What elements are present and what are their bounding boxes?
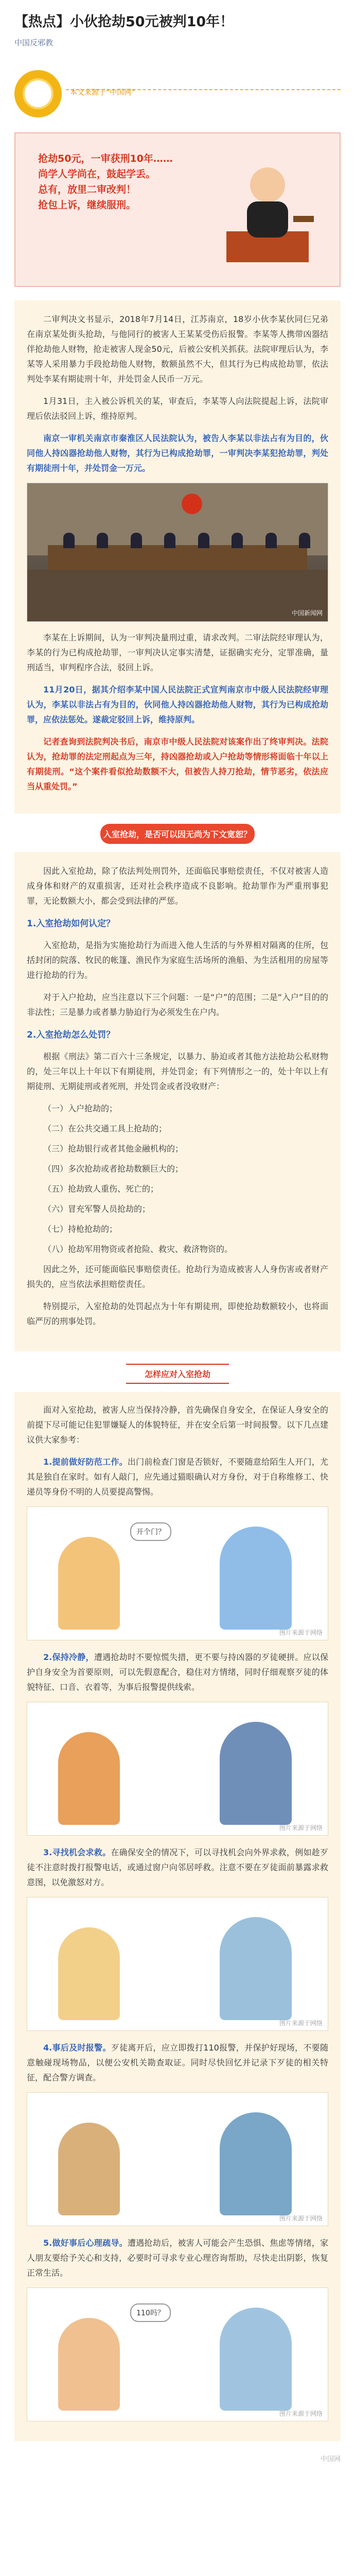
cartoon-image: [27, 1897, 328, 2031]
image-watermark: 图片来源于网络: [279, 2020, 323, 2027]
law-paragraph: 特别提示，入室抢劫的处罚起点为十年有期徒刑，即使抢劫数额较小，也将面临严厉的刑事处罚。: [27, 1301, 328, 1326]
tip-text: 歹徒离开后，应立即拨打110报警，并保护好现场，不要随意触碰现场物品，以便公安机关勘查取证。同时尽快回忆并记录下歹徒的相关特征，配合警方调查。: [27, 2043, 328, 2082]
cartoon-image: [27, 1506, 328, 1640]
tips-paragraph: 面对入室抢劫，被害人应当保持冷静，首先确保自身安全，在保证人身安全的前提下尽可能记住犯罪嫌疑人的体貌特征，并在安全后第一时间报警。以下几点建议供大家参考：: [27, 1405, 328, 1445]
author-link[interactable]: 中国反邪教: [14, 38, 54, 47]
hero-line: 总有，放里二审改判！: [38, 184, 136, 195]
case-section: [14, 300, 341, 814]
hero-line: 尚学人学尚在，鼓起学丢。: [38, 168, 156, 180]
image-watermark: 图片来源于网络: [279, 1824, 323, 1832]
cartoon-image: [27, 2092, 328, 2226]
image-watermark: 图片来源于网络: [279, 1629, 323, 1636]
page-title: 【热点】小伙抢劫50元被判10年！: [14, 14, 234, 30]
law-list-item: （四）多次抢劫或者抢劫数额巨大的；: [43, 1164, 184, 1174]
case-highlight: 南京一审机关南京市秦淮区人民法院认为，被告人李某以非法占有为目的，伙同他人持凶器抢劫他人财物，其行为已构成抢劫罪，一审判决李某犯抢劫罪，判处有期徒刑十年，并处罚金一万元。: [27, 433, 328, 473]
law-list-item: （二）在公共交通工具上抢劫的；: [43, 1124, 167, 1133]
law-paragraph: 因此之外，还可能面临民事赔偿责任。抢劫行为造成被害人人身伤害或者财产损失的，应当依法承担赔偿责任。: [27, 1264, 328, 1289]
tip-lead: 1.提前做好防范工作。: [43, 1457, 128, 1467]
tip-lead: 3.寻找机会求救。: [43, 1848, 111, 1857]
law-list-item: （五）抢劫致人重伤、死亡的；: [43, 1184, 159, 1194]
tip-item: [27, 1454, 328, 1499]
tip-item: [27, 1650, 328, 1694]
image-watermark: 图片来源于网络: [279, 2215, 323, 2222]
cartoon-image: [27, 2287, 328, 2421]
subheading: 1.入室抢劫如何认定？: [27, 919, 115, 929]
banner-circle-icon: [14, 70, 62, 117]
tip-lead: 4.事后及时报警。: [43, 2043, 111, 2053]
emblem-icon: [182, 494, 202, 514]
hero-text: [38, 151, 173, 213]
law-paragraph: 入室抢劫，是指为实施抢劫行为而进入他人生活的与外界相对隔离的住所，包括封闭的院落、牧民的帐篷、渔民作为家庭生活场所的渔船、为生活租用的房屋等进行抢劫的行为。: [27, 940, 328, 980]
tips-section: [14, 1392, 341, 2441]
cartoon-image: [27, 1702, 328, 1836]
section-title-pill: 怎样应对入室抢劫: [126, 1364, 229, 1384]
judge-figure-icon: [216, 154, 319, 267]
law-paragraph: 根据《刑法》第二百六十三条规定，以暴力、胁迫或者其他方法抢劫公私财物的，处三年以上十年以下有期徒刑，并处罚金；有下列情形之一的，处十年以上有期徒刑、无期徒刑或者死刑，并处罚金或者没收财产：: [27, 1052, 328, 1091]
photo-watermark: 中国新闻网: [291, 609, 323, 617]
law-list-item: （六）冒充军警人员抢劫的；: [43, 1204, 151, 1214]
law-list-item: （七）持枪抢劫的；: [43, 1224, 118, 1234]
case-paragraph: 1月31日，主入被公诉机关的某，审查后，李某等人向法院提起上诉，法院审理后依法驳回上诉，维持原判。: [27, 396, 328, 421]
tip-lead: 2.保持冷静，: [43, 1652, 94, 1662]
tip-text: 在确保安全的情况下，可以寻找机会向外界求救，例如趁歹徒不注意时拨打报警电话，或通过窗户向邻居呼救。注意不要在歹徒面前暴露求救意图，以免激怒对方。: [27, 1848, 328, 1887]
law-list-item: （八）抢劫军用物资或者抢险、救灾、救济物资的。: [43, 1244, 233, 1254]
hero-illustration: [14, 132, 341, 287]
tip-text: 遭遇抢劫后，被害人可能会产生恐惧、焦虑等情绪，家人朋友要给予关心和支持，必要时可寻求专业心理咨询帮助，尽快走出阴影，恢复正常生活。: [27, 2238, 328, 2278]
tip-lead: 5.做好事后心理疏导。: [43, 2238, 128, 2248]
case-highlight: 11月20日，据其介绍李某中国人民法院正式宣判南京市中级人民法院经审理认为，李某以非法占有为目的，伙同他人持凶器抢劫他人财物，其行为已构成抢劫罪，应依法惩处。遂裁定驳回上诉，维持原判。: [27, 685, 328, 724]
image-watermark: 图片来源于网络: [279, 2410, 323, 2417]
tip-text: 出门前检查门窗是否锁好，不要随意给陌生人开门，尤其是独自在家时。如有人敲门，应先通过猫眼确认对方身份，对于自称维修工、快递员等身份不明的人员要提高警惕。: [27, 1457, 328, 1497]
speech-bubble: 110吗？: [130, 2303, 171, 2322]
article-meta: [14, 37, 341, 48]
law-list-item: （三）抢劫银行或者其他金融机构的；: [43, 1144, 184, 1154]
article-header: [0, 0, 355, 52]
law-paragraph: 因此入室抢劫，除了依法判处刑罚外，还面临民事赔偿责任，不仅对被害人造成身体和财产的双重损害，还对社会秩序造成不良影响。抢劫罪作为严重刑事犯罪，无论数额大小，都会受到法律的严惩。: [27, 866, 328, 906]
hero-line: 抢包上诉，继续服刑。: [38, 199, 136, 211]
tip-text: 遭遇抢劫时不要惊慌失措，更不要与持凶器的歹徒硬拼。应以保护自身安全为首要原则，可以先假意配合，稳住对方情绪，同时仔细观察歹徒的体貌特征、口音、衣着等，为事后报警提供线索。: [27, 1652, 328, 1692]
subheading: 2.入室抢劫怎么处罚？: [27, 1030, 115, 1040]
law-paragraph: 对于入户抢劫，应当注意以下三个问题：一是“户”的范围；二是“入户”目的的非法性；三是暴力或者暴力胁迫行为必须发生在户内。: [27, 992, 328, 1017]
speech-bubble: 开个门？: [130, 1522, 171, 1541]
hero-line: 抢劫50元，一审获刑10年……: [38, 153, 173, 164]
footer-watermark: 中国网: [320, 2455, 341, 2463]
case-paragraph: 李某在上诉期间，认为一审判决量刑过重，请求改判。二审法院经审理认为，李某的行为已构成抢劫罪，一审判决认定事实清楚，证据确实充分，定罪准确，量刑适当，审判程序合法，驳回上诉。: [27, 633, 328, 672]
tip-item: [27, 2040, 328, 2085]
law-section: [14, 852, 341, 1351]
courtroom-photo: [27, 483, 328, 622]
section-title-pill: 入室抢劫，是否可以因无尚为下文宽恕？: [100, 824, 255, 844]
banner-text: 本文来源于“中国网”: [70, 89, 135, 97]
case-highlight-red: 记者查询到法院判决书后，南京市中级人民法院对该案作出了终审判决。法院认为，抢劫罪的法定刑起点为三年，持凶器抢劫或入户抢劫等情形将面临十年以上有期徒刑。“这个案件看似抢劫数额不大，但被告人持刀抢劫，情节恶劣，依法应当从重处罚。”: [27, 737, 328, 791]
case-paragraph: 二审判决文书显示，2018年7月14日，江苏南京，18岁小伙李某伙同仨兄弟在南京某处街头抢劫，与他同行的被害人王某某受伤后报警。李某等人携带凶器结伴抢劫他人财物，抢走被害人现金50元，后被公安机关抓获。法院审理后认为，李某等人采用暴力手段抢劫他人财物，数额虽然不大，但其行为已构成抢劫罪，依法判处李某有期徒刑十年，并处罚金人民币一万元。: [27, 314, 328, 384]
tip-item: [27, 1845, 328, 1890]
source-banner: [14, 65, 341, 122]
law-list-item: （一）入户抢劫的；: [43, 1104, 118, 1113]
tip-item: [27, 2235, 328, 2280]
